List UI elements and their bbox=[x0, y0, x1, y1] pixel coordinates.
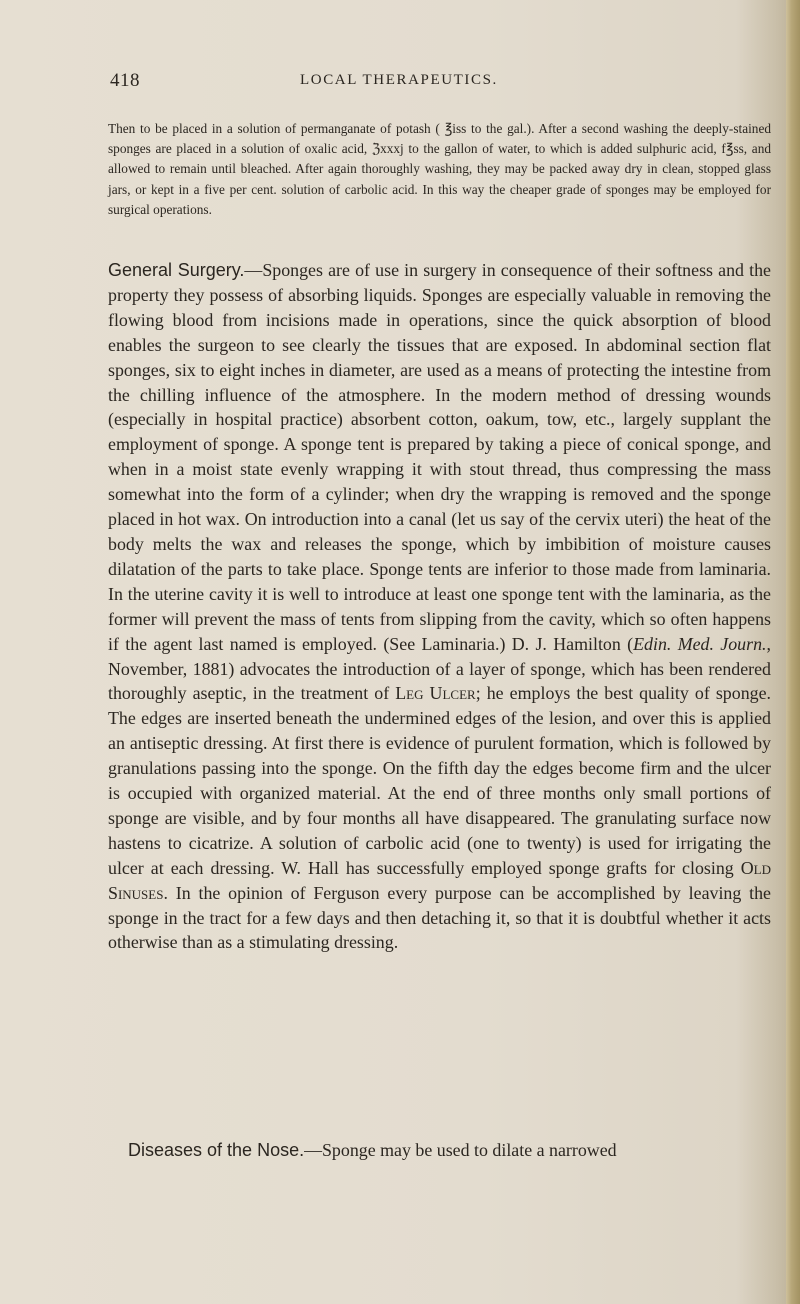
paragraph-text: —Sponge may be used to dilate a narrowed bbox=[304, 1140, 617, 1160]
intro-paragraph: Then to be placed in a solution of permanganate of potash ( ℥iss to the gal.). After a second washing the deeply-stained sponges are placed in a solution of oxalic acid, ℨxxxj to the gallon of water, to which is added sulphuric acid, f℥ss, and allowed to remain until bleached. After again thoroughly washing, they may be packed away dry in clean, stopped glass jars, or kept in a five per cent. solution of carbolic acid. In this way the cheaper grade of sponges may be employed for surgical operations. bbox=[108, 121, 771, 217]
page-number: 418 bbox=[110, 70, 140, 91]
section-heading-general-surgery: General Surgery. bbox=[108, 260, 245, 280]
paragraph-text: —Sponges are of use in surgery in consequence of their softness and the property they possess of absorbing liquids. Sponges are especially valuable in removing the flowing blood from incisions made in operations, since the quick absorption of blood enables the surgeon to see clearly the tissues that are exposed. In abdominal section flat sponges, six to eight inches in diameter, are used as a means of protecting the intestine from the chilling influence of the atmosphere. In the modern method of dressing wounds (especially in hospital practice) absorbent cotton, oakum, tow, etc., largely supplant the employment of sponge. A sponge tent is prepared by taking a piece of conical sponge, and when in a moist state evenly wrapping it with stout thread, thus compressing the mass somewhat into the form of a cylinder; when dry the wrapping is removed and the sponge placed in hot wax. On introduction into a canal (let us say of the cervix uteri) the heat of the body melts the wax and releases the sponge, which by imbibition of moisture causes dilatation of the parts to take place. Sponge tents are inferior to those made from laminaria. In the uterine cavity it is well to introduce at least one sponge tent with the laminaria, as the former will prevent the mass of tents from slipping from the cavity, which so often happens if the agent last named is employed. (See Laminaria.) D. J. Hamilton ( bbox=[108, 260, 771, 654]
page-header bbox=[110, 70, 770, 98]
term-old-sinuses: Old Sinuses bbox=[108, 857, 771, 903]
paragraph-text: ; he employs the best quality of sponge. The edges are inserted beneath the undermined edges of the lesion, and over this is applied an antiseptic dressing. At first there is evidence of purulent formation, which is followed by granulations passing into the sponge. On the fifth day the edges become firm and the ulcer is occupied with organized material. At the end of three months only small portions of sponge are visible, and by four months all have disappeared. The granulating surface now hastens to cicatrize. A solution of carbolic acid (one to twenty) is used for irrigating the ulcer at each dressing. W. Hall has successfully employed sponge grafts for closing bbox=[108, 683, 772, 878]
paragraph-text: , November, 1881) advocates the introduction of a layer of sponge, which has been rendered thoroughly aseptic, in the treatment of bbox=[108, 633, 771, 704]
journal-citation: Edin. Med. Journ. bbox=[633, 633, 767, 654]
general-surgery-paragraph bbox=[108, 258, 771, 955]
term-leg-ulcer: Leg Ulcer bbox=[395, 683, 476, 704]
running-head: LOCAL THERAPEUTICS. bbox=[300, 72, 498, 88]
diseases-of-nose-paragraph bbox=[128, 1138, 778, 1162]
section-heading-diseases-of-nose: Diseases of the Nose. bbox=[128, 1140, 305, 1160]
page-edge bbox=[786, 0, 800, 1304]
paragraph-text: . In the opinion of Ferguson every purpose can be accomplished by leaving the sponge in the tract for a few days and then detaching it, so that it is doubtful whether it acts otherwise than as a stimulating dressing. bbox=[108, 882, 771, 953]
